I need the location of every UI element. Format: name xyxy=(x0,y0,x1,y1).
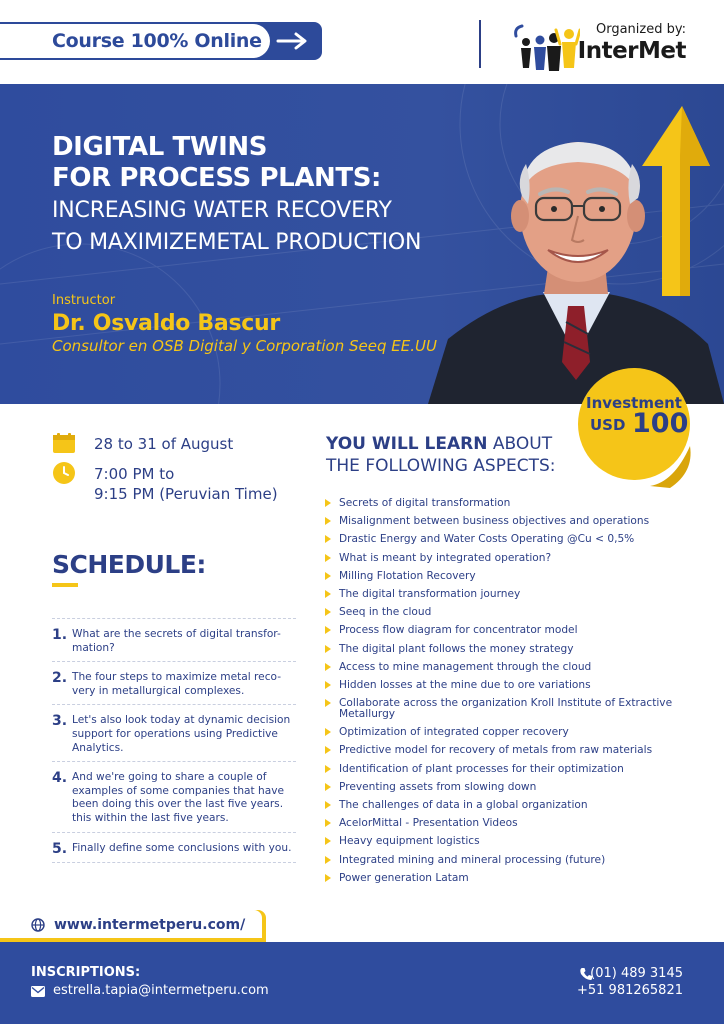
course-online-label: Course 100% Online xyxy=(52,30,262,52)
phone-link-2[interactable]: +51 981265821 xyxy=(576,983,683,998)
learn-item: Identification of plant processes for their optimization xyxy=(324,764,694,775)
investment-currency: USD xyxy=(590,416,626,434)
calendar-icon xyxy=(53,433,75,453)
investment-label: Investment xyxy=(586,394,682,412)
website-tab xyxy=(0,910,266,942)
organized-by-label: Organized by: xyxy=(595,22,686,37)
learn-heading-bold: YOU WILL LEARN xyxy=(326,434,488,454)
event-date: 28 to 31 of August xyxy=(94,435,234,453)
sticker-curl xyxy=(650,442,696,488)
instructor-name: Dr. Osvaldo Bascur xyxy=(52,311,280,336)
learn-item: Process flow diagram for concentrator model xyxy=(324,625,694,636)
schedule-item-number: 4. xyxy=(52,770,68,787)
instructor-role: Consultor en OSB Digital y Corporation Seeq EE.UU xyxy=(52,337,437,355)
learn-item: Predictive model for recovery of metals from raw materials xyxy=(324,745,694,756)
schedule-item-number: 1. xyxy=(52,627,68,643)
learn-item: The challenges of data in a global organization xyxy=(324,800,694,811)
event-time-line-2: 9:15 PM (Peruvian Time) xyxy=(94,485,278,503)
schedule-item-text: The four steps to maximize metal reco- very in metallurgical complexes. xyxy=(72,671,282,697)
learn-heading xyxy=(326,434,552,454)
investment-amount: 100 xyxy=(632,408,689,439)
learn-item: Preventing assets from slowing down xyxy=(324,782,694,793)
inscriptions-label: INSCRIPTIONS: xyxy=(31,965,141,980)
learn-item: Integrated mining and mineral processing (future) xyxy=(324,855,694,866)
event-time xyxy=(94,464,278,504)
learn-item: What is meant by integrated operation? xyxy=(324,553,694,564)
learn-item: Seeq in the cloud xyxy=(324,607,694,618)
schedule-item-number: 2. xyxy=(52,670,68,687)
event-time-line-1: 7:00 PM to xyxy=(94,465,175,483)
learn-item: Misalignment between business objectives and operations xyxy=(324,516,694,527)
arrow-right-icon xyxy=(276,31,310,51)
learn-item: The digital transformation journey xyxy=(324,589,694,600)
course-badge-label-area xyxy=(0,22,272,60)
learn-heading-rest: ABOUT xyxy=(487,434,553,454)
subtitle-line-2: TO MAXIMIZEMETAL PRODUCTION xyxy=(52,230,422,255)
learn-list xyxy=(324,498,694,891)
clock-icon xyxy=(53,462,75,484)
header-divider xyxy=(479,20,481,68)
schedule-list xyxy=(52,618,296,863)
schedule-item xyxy=(52,619,296,662)
schedule-item xyxy=(52,662,296,705)
schedule-item-number: 5. xyxy=(52,840,68,857)
top-bar xyxy=(0,0,724,84)
course-online-badge xyxy=(0,22,322,60)
investment-sticker xyxy=(578,368,696,486)
schedule-title: SCHEDULE: xyxy=(52,550,206,579)
instructor-photo xyxy=(428,124,724,404)
learn-item: Optimization of integrated copper recovery xyxy=(324,727,694,738)
learn-item: Hidden losses at the mine due to ore variations xyxy=(324,680,694,691)
email-link[interactable]: estrella.tapia@intermetperu.com xyxy=(53,983,269,998)
schedule-item xyxy=(52,762,296,832)
schedule-item-number: 3. xyxy=(52,713,68,730)
phone-link-1[interactable]: (01) 489 3145 xyxy=(590,966,683,981)
learn-item: Drastic Energy and Water Costs Operating @Cu < 0,5% xyxy=(324,534,694,545)
learn-item: Access to mine management through the cloud xyxy=(324,662,694,673)
subtitle-line-1: INCREASING WATER RECOVERY xyxy=(52,198,392,223)
schedule-item xyxy=(52,833,296,863)
learn-item: Heavy equipment logistics xyxy=(324,836,694,847)
schedule-item-text: And we're going to share a couple of examples of some companies that have been doing this over the last five years. this within the last five years. xyxy=(72,771,285,824)
intermet-logo xyxy=(510,24,580,74)
footer xyxy=(0,942,724,1024)
schedule-item xyxy=(52,705,296,762)
learn-item: Secrets of digital transformation xyxy=(324,498,694,509)
learn-item: Power generation Latam xyxy=(324,873,694,884)
learn-item: The digital plant follows the money strategy xyxy=(324,644,694,655)
title-line-1: DIGITAL TWINS xyxy=(52,132,268,162)
schedule-item-text: Let's also look today at dynamic decision support for operations using Predictive Analytics. xyxy=(72,714,291,754)
learn-item: AcelorMittal - Presentation Videos xyxy=(324,818,694,829)
website-link[interactable]: www.intermetperu.com/ xyxy=(54,917,246,933)
schedule-item-text: Finally define some conclusions with you. xyxy=(72,841,292,854)
schedule-item-text: What are the secrets of digital transfor- mation? xyxy=(72,628,281,654)
hero-banner xyxy=(0,84,724,404)
learn-item: Milling Flotation Recovery xyxy=(324,571,694,582)
globe-icon xyxy=(31,918,45,932)
schedule-underline xyxy=(52,583,78,587)
learn-item: Collaborate across the organization Kroll Institute of Extractive Metallurgy xyxy=(324,698,694,720)
instructor-label: Instructor xyxy=(52,293,116,308)
mail-icon xyxy=(31,986,45,997)
learn-heading-line-2: THE FOLLOWING ASPECTS: xyxy=(326,456,556,476)
title-line-2: FOR PROCESS PLANTS: xyxy=(52,163,382,193)
organizer-name: InterMet xyxy=(577,38,686,64)
